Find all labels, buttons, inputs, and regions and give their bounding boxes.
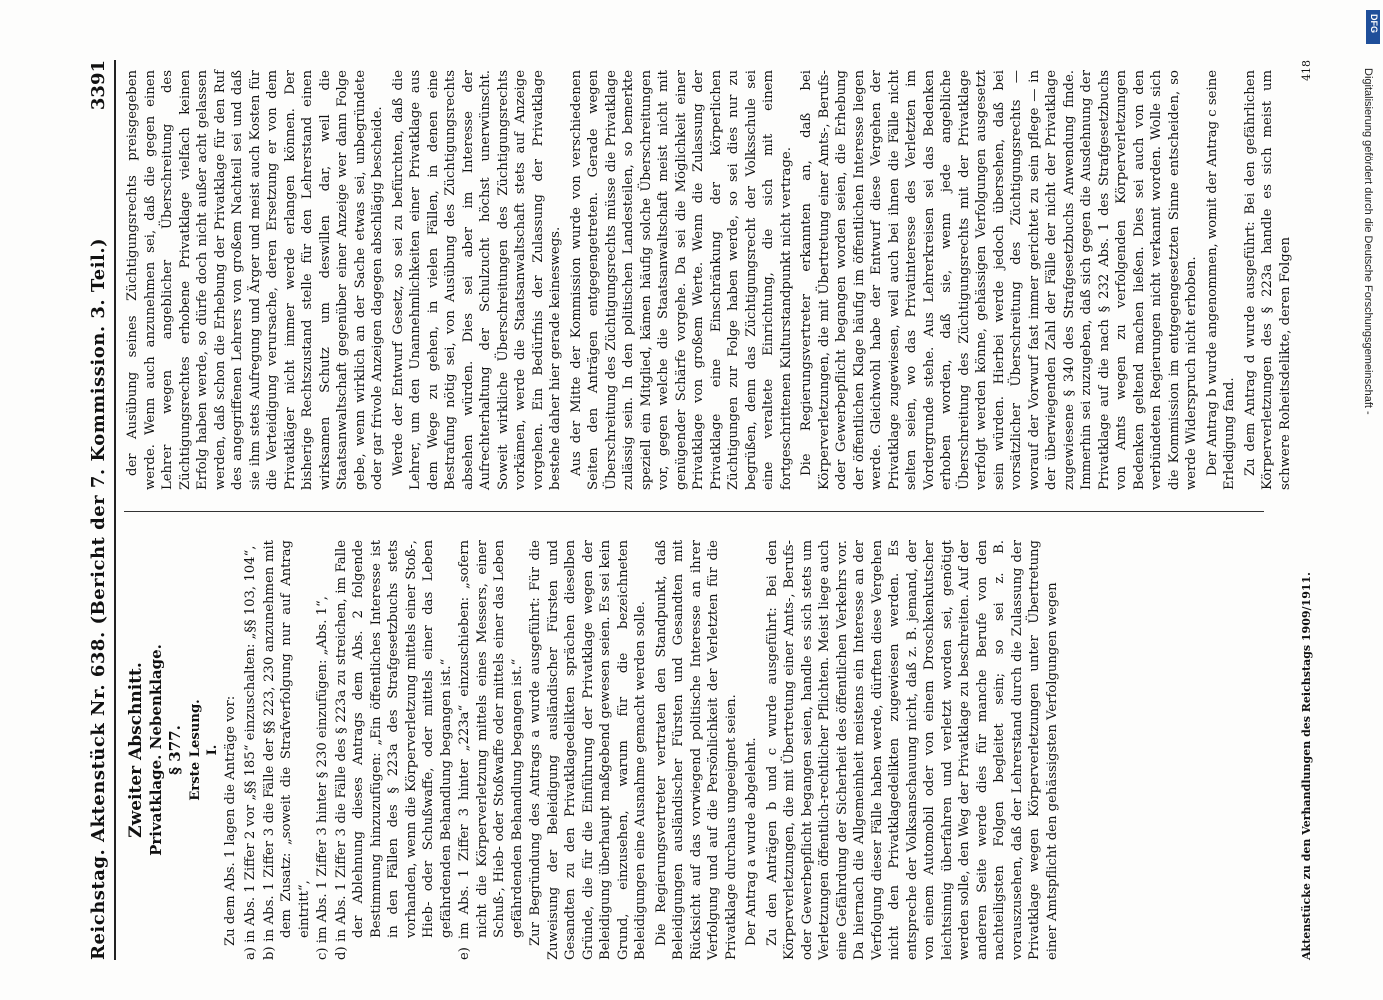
dfg-logo [1366, 10, 1380, 44]
motion-item: d) in Abs. 1 Ziffer 3 die Fälle des § 223a zu streichen, im Falle der Ablehnung dieses Antrags dem Abs. 2 folgende Bestimmung hinzuzufügen: „Ein öffentliches Interesse ist in den Fällen des § 223a des Strafgesetzbuchs stets vorhanden, wenn die Körperverletzung mittels einer Stoß-, Hieb- oder Schußwaffe, oder mittels einer das Leben gefährdenden Behandlung begangen ist.“ [333, 540, 454, 960]
motion-item: e) im Abs. 1 Ziffer 3 hinter „223a“ einzuschieben: „sofern nicht die Körperverletzung mittels eines Messers, einer Schuß-, Hieb- oder Stoßwaffe oder mittels einer das Leben gefährdenden Behandlung begangen ist.“ [457, 540, 525, 960]
right-column [124, 70, 1297, 490]
rotated-page [80, 60, 1340, 960]
body-paragraph: Werde der Entwurf Gesetz, so sei zu befürchten, daß die Lehrer, um den Unannehmlichkeiten einer Privatklage aus dem Wege zu gehen, in vielen Fällen, in denen eine Bestrafung nötig sei, von Ausübung des Züchtigungsrechts absehen würden. Dies sei aber im Interesse der Aufrechterhaltung der Schulzucht höchst unerwünscht. Soweit wirkliche Überschreitungen des Züchtigungsrechts vorkämen, werde die Staatsanwaltschaft stets auf Anzeige vorgehen. Ein Bedürfnis der Zulassung der Privatklage bestehe daher hier gerade keineswegs. [390, 70, 563, 490]
dfg-logo-text: DFG [1369, 14, 1379, 33]
section-title: Zweiter Abschnitt. [126, 662, 146, 838]
paragraph-number: § 377. [166, 725, 184, 775]
reading-label: Erste Lesung. [187, 699, 203, 801]
motion-item: a) in Abs. 1 Ziffer 2 vor „§§ 185“ einzuschalten: „§§ 103, 104“, [243, 545, 258, 960]
footer-sheet-number: 418 [1300, 60, 1313, 81]
page-header: Reichstag. Aktenstück Nr. 638. (Bericht der 7. Kommission. 3. Teil.) [88, 237, 109, 960]
section-subtitle: Privatklage. Nebenklage. [146, 644, 165, 856]
body-paragraph: Die Regierungsvertreter erkannten an, daß bei Körperverletzungen, die mit Übertretung einer Amts-, Berufs- oder Gewerbepflicht begangen worden seien, die Erhebung der öffentlichen Klage häufig im öffentlichen Interesse liegen werde. Gleichwohl habe der Entwurf diese Vergehen der Privatklage zugewiesen, weil auch bei ihnen die Fälle nicht selten seien, wo das Privatinteresse des Verletzten im Vordergrunde stehe. Aus Lehrerkreisen sei das Bedenken erhoben worden, daß sie, wenn jede angebliche Überschreitung des Züchtigungsrechts mit der Privatklage verfolgt werden könne, gehässigen Verfolgungen ausgesetzt sein würden. Hierbei werde jedoch übersehen, daß bei vorsätzlicher Überschreitung des Züchtigungsrechts — worauf der Vorwurf fast immer gerichtet zu sein pflege — in der überwiegenden Zahl der Fälle der nicht der Privatklage zugewiesene § 340 des Strafgesetzbuchs Anwendung finde. Immerhin sei zuzugeben, daß sich gegen die Ausdehnung der Privatklage auf die nach § 232 Abs. 1 des Strafgesetzbuchs von Amts wegen zu verfolgenden Körperverletzungen Bedenken geltend machen ließen. Dies sei auch von den verbündeten Regierungen nicht verkannt worden. Wolle sich die Kommission im entgegengesetzten Sinne entscheiden, so werde Widerspruch nicht erhoben. [799, 70, 1199, 490]
intro-text: Zu dem Abs. 1 lagen die Anträge vor: [222, 695, 238, 946]
digitization-note [1362, 60, 1376, 780]
digitization-note-text: Digitalisierung gefördert durch die Deutsche Forschungsgemeinschaft - [1362, 68, 1374, 415]
roman-numeral: I. [205, 744, 220, 756]
body-paragraph: Aus der Mitte der Kommission wurde von verschiedenen Seiten den Anträgen entgegengetreten. Gerade wegen Überschreitung des Züchtigungsrechts müsse die Privatklage zulässig sein. In den politischen Landesteilen, so bemerkte speziell ein Mitglied, kämen häufig solche Überschreitungen vor, gegen welche die Staatsanwaltschaft meist nicht mit genügender Schärfe vorgehe. Da sei die Möglichkeit einer Privatklage von großem Werte. Wenn die Zulassung der Privatklage eine Einschränkung der körperlichen Züchtigungen zur Folge haben werde, so sei dies nur zu begrüßen, denn das Züchtigungsrecht der Volksschule sei eine veraltete Einrichtung, die sich mit einem fortgeschrittenen Kulturstandpunkt nicht vertrage. [568, 70, 794, 490]
body-paragraph: Die Regierungsvertreter vertraten den Standpunkt, daß Beleidigungen ausländischer Fürsten und Gesandten mit Rücksicht auf das vorwiegend politische Interesse an ihrer Verfolgung und auf die Persönlichkeit der Verletzten für die Privatklage durchaus ungeeignet seien. [653, 540, 739, 960]
footer-source: Aktenstücke zu den Verhandlungen des Reichstags 1909/1911. [1300, 572, 1313, 960]
body-paragraph: Der Antrag b wurde angenommen, womit der Antrag c seine Erledigung fand. [1204, 70, 1237, 490]
page-number: 3391 [88, 60, 109, 111]
body-paragraph: Zu dem Antrag d wurde ausgeführt: Bei den gefährlichen Körperverletzungen des § 223a handle es sich meist um schwere Roheitsdelikte, deren Folgen [1242, 70, 1293, 490]
motion-item: b) in Abs. 1 Ziffer 3 die Fälle der §§ 223, 230 anzunehmen mit dem Zusatz: „soweit die Strafverfolgung nur auf Antrag eintritt“, [261, 540, 312, 960]
body-paragraph: Zur Begründung des Antrags a wurde ausgeführt: Für die Zuweisung der Beleidigung ausländischer Fürsten und Gesandten zu den Privatklagedelikten sprächen dieselben Gründe, die für die Einführung der Privatklage wegen der Beleidigung überhaupt maßgebend gewesen seien. Es sei kein Grund, einzusehen, warum für die bezeichneten Beleidigungen eine Ausnahme gemacht werden solle. [528, 540, 648, 960]
motion-item: c) im Abs. 1 Ziffer 3 hinter § 230 einzufügen: „Abs. 1“, [315, 596, 330, 960]
header-rule [114, 60, 116, 960]
body-paragraph: Zu den Anträgen b und c wurde ausgeführt: Bei den Körperverletzungen, die mit Übertretung einer Amts-, Berufs- oder Gewerbepflicht begangen seien, handle es sich stets um Verletzungen öffentlich-rechtlicher Pflichten. Meist liege auch eine Gefährdung der Sicherheit des öffentlichen Verkehrs vor. Da hiernach die Allgemeinheit meistens ein Interesse an der Verfolgung dieser Fälle haben werde, dürften diese Vergehen nicht den Privatklagedelikten zugewiesen werden. Es entspreche der Volksanschauung nicht, daß z. B. jemand, der von einem Automobil oder von einem Droschkenkutscher leichtsinnig überfahren und verletzt worden sei, genötigt werden solle, den Weg der Privatklage zu beschreiten. Auf der anderen Seite werde dies für manche Berufe von den nachteiligsten Folgen begleitet sein; so sei z. B. vorauszusehen, daß der Lehrerstand durch die Zulassung der Privatklage wegen Körperverletzungen unter Übertretung einer Amtspflicht den gehässigsten Verfolgungen wegen [764, 540, 1060, 960]
column-divider [124, 511, 1264, 512]
body-paragraph: der Ausübung seines Züchtigungsrechts preisgegeben werde. Wenn auch anzunehmen sei, daß die gegen einen Lehrer wegen angeblicher Überschreitung des Züchtigungsrechtes erhobene Privatklage vielfach keinen Erfolg haben werde, so dürfe doch nicht außer acht gelassen werden, daß schon die Erhebung der Privatklage für den Ruf des angegriffenen Lehrers von großem Nachteil sei und daß sie ihm stets Aufregung und Ärger und meist auch Kosten für die Verteidigung verursache, deren Ersetzung er von dem Privatkläger nicht immer werde erlangen können. Der bisherige Rechtszustand stelle für den Lehrerstand einen wirksamen Schutz um deswillen dar, weil die Staatsanwaltschaft gegenüber einer Anzeige wer dann Folge gebe, wenn wirklich an der Sache etwas sei, unbegründete oder gar frivole Anzeigen dagegen abschlägig bescheide. [125, 70, 385, 490]
left-column [124, 540, 1064, 960]
body-paragraph: Der Antrag a wurde abgelehnt. [744, 737, 759, 946]
